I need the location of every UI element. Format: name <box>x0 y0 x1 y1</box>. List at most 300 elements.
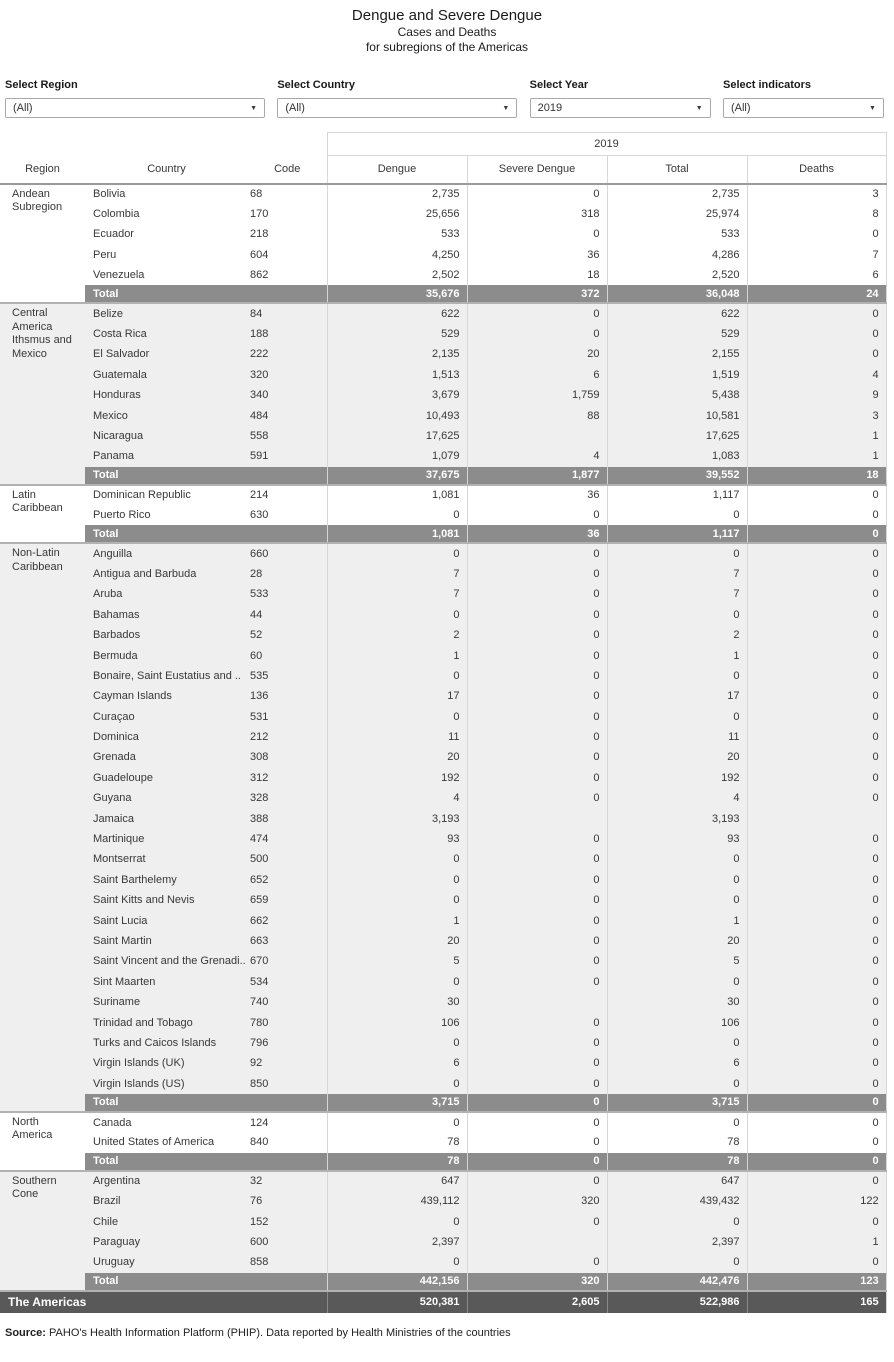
value-dengue: 3,679 <box>327 385 467 405</box>
country-dropdown[interactable] <box>277 98 517 118</box>
country-code: 92 <box>248 1053 327 1073</box>
group-total-severe-dengue: 0 <box>467 1153 607 1171</box>
country-name: Paraguay <box>85 1232 248 1252</box>
value-dengue: 192 <box>327 768 467 788</box>
country-code: 531 <box>248 706 327 726</box>
country-code: 670 <box>248 951 327 971</box>
table-row <box>0 849 886 869</box>
col-header-severe-dengue: Severe Dengue <box>467 156 607 184</box>
value-severe-dengue: 20 <box>467 344 607 364</box>
page-subtitle-2: for subregions of the Americas <box>365 40 529 54</box>
value-severe-dengue: 0 <box>467 505 607 525</box>
value-deaths <box>747 808 886 828</box>
indicators-dropdown-value: (All) <box>730 102 751 114</box>
value-deaths: 0 <box>747 605 886 625</box>
country-code: 780 <box>248 1012 327 1032</box>
value-total: 0 <box>607 505 747 525</box>
table-row <box>0 992 886 1012</box>
country-name: Belize <box>85 303 248 323</box>
group-total-dengue: 78 <box>327 1153 467 1171</box>
value-total: 2,735 <box>607 184 747 204</box>
value-severe-dengue: 0 <box>467 686 607 706</box>
country-code: 124 <box>250 1116 269 1129</box>
grand-total-deaths: 165 <box>747 1291 886 1313</box>
value-severe-dengue <box>467 808 607 828</box>
table-row <box>0 426 886 446</box>
value-deaths: 0 <box>747 1012 886 1032</box>
country-code: 740 <box>248 992 327 1012</box>
value-total: 0 <box>607 1211 747 1231</box>
value-deaths: 0 <box>747 1033 886 1053</box>
country-name: Guatemala <box>85 365 248 385</box>
country-code: 850 <box>248 1074 327 1094</box>
country-name: Argentina <box>85 1171 248 1191</box>
region-label: Latin Caribbean <box>12 488 63 515</box>
value-deaths: 6 <box>747 265 886 285</box>
value-deaths: 0 <box>747 303 886 323</box>
page-subtitle-1: Cases and Deaths <box>397 25 497 39</box>
table-row <box>0 245 886 265</box>
country-code: 60 <box>248 645 327 665</box>
group-total-label: Total <box>85 525 327 543</box>
value-dengue: 0 <box>327 543 467 563</box>
value-deaths: 0 <box>747 747 886 767</box>
value-deaths: 1 <box>747 446 886 466</box>
value-total: 0 <box>607 1252 747 1272</box>
value-dengue: 0 <box>327 666 467 686</box>
table-row <box>0 625 886 645</box>
value-total: 0 <box>607 1074 747 1094</box>
country-name: Saint Vincent and the Grenadi.. <box>85 951 248 971</box>
country-code: 862 <box>250 269 269 282</box>
grand-total-row <box>0 1291 886 1313</box>
grand-total-severe-dengue: 2,605 <box>467 1291 607 1313</box>
country-code: 222 <box>248 344 327 364</box>
value-severe-dengue: 0 <box>467 605 607 625</box>
country-code: 170 <box>250 208 269 221</box>
group-total-row <box>0 467 886 485</box>
country-code: 591 <box>248 446 327 466</box>
country-name: Bonaire, Saint Eustatius and .. <box>85 666 248 686</box>
col-header-country: Country <box>85 156 248 184</box>
table-row <box>0 1074 886 1094</box>
country-code: 320 <box>248 365 327 385</box>
value-severe-dengue: 0 <box>467 324 607 344</box>
col-header-code: Code <box>248 156 327 184</box>
value-deaths: 7 <box>747 245 886 265</box>
value-total: 11 <box>607 727 747 747</box>
country-dropdown-value: (All) <box>285 102 305 114</box>
country-name: Puerto Rico <box>93 509 151 522</box>
value-severe-dengue: 0 <box>467 1171 607 1191</box>
value-deaths: 0 <box>747 727 886 747</box>
table-row <box>0 204 886 224</box>
country-code: 388 <box>248 808 327 828</box>
country-name: Bermuda <box>85 645 248 665</box>
value-total: 4 <box>607 788 747 808</box>
value-deaths: 0 <box>747 1112 886 1132</box>
value-severe-dengue: 0 <box>467 910 607 930</box>
value-dengue: 30 <box>327 992 467 1012</box>
value-dengue: 533 <box>327 224 467 244</box>
country-code: 484 <box>248 405 327 425</box>
value-total: 17,625 <box>607 426 747 446</box>
table-row <box>0 344 886 364</box>
group-total-severe-dengue: 36 <box>467 525 607 543</box>
region-spacer <box>0 285 85 303</box>
value-severe-dengue: 0 <box>467 1053 607 1073</box>
value-dengue: 622 <box>327 303 467 323</box>
country-name: Mexico <box>85 405 248 425</box>
value-dengue: 0 <box>327 890 467 910</box>
country-name: Turks and Caicos Islands <box>85 1033 248 1053</box>
country-code: 214 <box>250 489 269 502</box>
table-row <box>0 1033 886 1053</box>
value-total: 78 <box>607 1132 747 1152</box>
value-dengue: 0 <box>327 1252 467 1272</box>
value-total: 0 <box>607 972 747 992</box>
value-deaths: 0 <box>747 849 886 869</box>
country-name: Chile <box>85 1211 248 1231</box>
value-deaths: 0 <box>747 584 886 604</box>
chevron-down-icon: ▼ <box>250 104 257 112</box>
value-deaths: 0 <box>747 870 886 890</box>
table-row <box>0 485 886 505</box>
value-severe-dengue: 0 <box>467 727 607 747</box>
table-row <box>0 1112 886 1132</box>
table-row <box>0 446 886 466</box>
country-code: 840 <box>250 1136 269 1149</box>
filter-country <box>277 79 517 118</box>
country-code: 630 <box>250 509 269 522</box>
region-spacer <box>0 1273 85 1291</box>
country-name: Ecuador <box>93 228 134 241</box>
filter-indicators-label: Select indicators <box>722 79 812 91</box>
value-severe-dengue <box>467 1232 607 1252</box>
filter-indicators <box>723 79 884 118</box>
value-deaths: 0 <box>747 1053 886 1073</box>
value-total: 1,117 <box>607 485 747 505</box>
group-total-deaths: 0 <box>747 1094 886 1112</box>
value-total: 622 <box>607 303 747 323</box>
region-label: Central America Ithsmus and Mexico <box>0 303 85 466</box>
value-total: 2,397 <box>607 1232 747 1252</box>
value-total: 192 <box>607 768 747 788</box>
country-name: Barbados <box>85 625 248 645</box>
value-dengue: 5 <box>327 951 467 971</box>
country-name: Colombia <box>93 208 140 221</box>
table-row <box>0 910 886 930</box>
value-dengue: 1 <box>327 645 467 665</box>
region-label: Andean Subregion <box>12 187 63 213</box>
group-total-deaths: 123 <box>747 1273 886 1291</box>
value-severe-dengue: 0 <box>467 1132 607 1152</box>
value-deaths: 0 <box>747 829 886 849</box>
group-total-row <box>0 1273 886 1291</box>
country-code: 32 <box>248 1171 327 1191</box>
country-code: 152 <box>248 1211 327 1231</box>
chevron-down-icon: ▼ <box>869 104 876 112</box>
country-code: 858 <box>248 1252 327 1272</box>
value-severe-dengue <box>467 426 607 446</box>
country-code: 652 <box>248 870 327 890</box>
group-total-total: 442,476 <box>607 1273 747 1291</box>
country-code: 212 <box>248 727 327 747</box>
value-deaths: 0 <box>747 1132 886 1152</box>
value-dengue: 17 <box>327 686 467 706</box>
year-header-row <box>0 133 886 156</box>
value-deaths: 0 <box>747 951 886 971</box>
value-dengue: 10,493 <box>327 405 467 425</box>
value-deaths: 0 <box>747 485 886 505</box>
table-row <box>0 706 886 726</box>
country-name: Aruba <box>85 584 248 604</box>
value-severe-dengue: 88 <box>467 405 607 425</box>
value-dengue: 0 <box>327 870 467 890</box>
value-dengue: 20 <box>327 747 467 767</box>
country-code: 218 <box>250 228 269 241</box>
group-total-dengue: 3,715 <box>327 1094 467 1112</box>
table-row <box>0 768 886 788</box>
title-block <box>0 0 894 55</box>
value-severe-dengue: 18 <box>467 265 607 285</box>
value-severe-dengue: 0 <box>467 564 607 584</box>
value-deaths: 0 <box>747 768 886 788</box>
country-name: Venezuela <box>93 269 145 282</box>
value-total: 0 <box>607 706 747 726</box>
country-code: 84 <box>248 303 327 323</box>
group-total-row <box>0 1153 886 1171</box>
value-severe-dengue: 0 <box>467 1033 607 1053</box>
value-severe-dengue: 0 <box>467 829 607 849</box>
filter-year <box>530 79 711 118</box>
table-body <box>0 184 886 1313</box>
value-dengue: 1,079 <box>327 446 467 466</box>
source-note <box>0 1327 894 1339</box>
country-code: 662 <box>248 910 327 930</box>
value-deaths: 1 <box>747 1232 886 1252</box>
table-row <box>0 1012 886 1032</box>
value-dengue: 7 <box>327 564 467 584</box>
group-total-deaths: 0 <box>747 1153 886 1171</box>
value-total: 20 <box>607 931 747 951</box>
region-spacer <box>0 467 85 485</box>
value-total: 0 <box>607 1033 747 1053</box>
value-deaths: 0 <box>747 645 886 665</box>
country-name: Saint Kitts and Nevis <box>85 890 248 910</box>
value-dengue: 25,656 <box>327 204 467 224</box>
value-dengue: 439,112 <box>327 1191 467 1211</box>
value-dengue: 529 <box>327 324 467 344</box>
value-dengue: 0 <box>327 1112 467 1132</box>
value-total: 30 <box>607 992 747 1012</box>
value-dengue: 2,502 <box>327 265 467 285</box>
group-total-deaths: 24 <box>747 285 886 303</box>
group-total-row <box>0 285 886 303</box>
value-dengue: 1,081 <box>327 485 467 505</box>
table-row <box>0 405 886 425</box>
value-total: 647 <box>607 1171 747 1191</box>
value-total: 7 <box>607 564 747 584</box>
country-name: Nicaragua <box>85 426 248 446</box>
value-dengue: 4,250 <box>327 245 467 265</box>
value-dengue: 0 <box>327 972 467 992</box>
group-total-deaths: 18 <box>747 467 886 485</box>
value-deaths: 4 <box>747 365 886 385</box>
country-code: 600 <box>248 1232 327 1252</box>
col-header-deaths: Deaths <box>747 156 886 184</box>
value-deaths: 0 <box>747 666 886 686</box>
value-dengue: 11 <box>327 727 467 747</box>
value-deaths: 1 <box>747 426 886 446</box>
value-dengue: 0 <box>327 1211 467 1231</box>
source-text: PAHO's Health Information Platform (PHIP). Data reported by Health Ministries of the countries <box>45 1326 511 1339</box>
value-dengue: 78 <box>327 1132 467 1152</box>
value-total: 2 <box>607 625 747 645</box>
value-severe-dengue: 36 <box>467 485 607 505</box>
value-total: 4,286 <box>607 245 747 265</box>
value-severe-dengue: 4 <box>467 446 607 466</box>
year-dropdown[interactable] <box>530 98 711 118</box>
group-total-row <box>0 525 886 543</box>
value-deaths: 0 <box>747 706 886 726</box>
country-name: Jamaica <box>85 808 248 828</box>
value-deaths: 0 <box>747 564 886 584</box>
value-dengue: 2,735 <box>327 184 467 204</box>
value-deaths: 9 <box>747 385 886 405</box>
value-severe-dengue: 0 <box>467 768 607 788</box>
value-total: 439,432 <box>607 1191 747 1211</box>
chevron-down-icon: ▼ <box>695 104 703 112</box>
value-deaths: 0 <box>747 931 886 951</box>
grand-total-dengue: 520,381 <box>327 1291 467 1313</box>
value-total: 2,520 <box>607 265 747 285</box>
filter-bar <box>0 79 894 118</box>
filter-region-label: Select Region <box>5 79 78 91</box>
value-dengue: 7 <box>327 584 467 604</box>
region-spacer <box>0 525 85 543</box>
value-deaths: 0 <box>747 1074 886 1094</box>
filter-country-label: Select Country <box>277 79 355 91</box>
table-row <box>0 686 886 706</box>
value-deaths: 0 <box>747 224 886 244</box>
value-total: 10,581 <box>607 405 747 425</box>
value-total: 1 <box>607 645 747 665</box>
value-severe-dengue: 6 <box>467 365 607 385</box>
value-total: 106 <box>607 1012 747 1032</box>
value-severe-dengue: 0 <box>467 870 607 890</box>
country-code: 535 <box>248 666 327 686</box>
value-total: 1,519 <box>607 365 747 385</box>
country-code: 308 <box>248 747 327 767</box>
value-total: 0 <box>607 1112 747 1132</box>
indicators-dropdown[interactable] <box>723 98 884 118</box>
value-dengue: 2 <box>327 625 467 645</box>
table-row <box>0 1232 886 1252</box>
country-name: Brazil <box>85 1191 248 1211</box>
col-header-dengue: Dengue <box>327 156 467 184</box>
country-code: 312 <box>248 768 327 788</box>
country-name: Curaçao <box>85 706 248 726</box>
country-name: Cayman Islands <box>85 686 248 706</box>
value-dengue: 20 <box>327 931 467 951</box>
value-dengue: 0 <box>327 1033 467 1053</box>
value-severe-dengue: 0 <box>467 543 607 563</box>
value-deaths: 0 <box>747 324 886 344</box>
value-dengue: 2,397 <box>327 1232 467 1252</box>
group-total-row <box>0 1094 886 1112</box>
value-total: 93 <box>607 829 747 849</box>
table-row <box>0 890 886 910</box>
value-dengue: 93 <box>327 829 467 849</box>
country-name: Montserrat <box>85 849 248 869</box>
group-total-label: Total <box>85 285 327 303</box>
value-dengue: 1 <box>327 910 467 930</box>
group-total-label: Total <box>85 1094 327 1112</box>
group-total-total: 3,715 <box>607 1094 747 1112</box>
country-name: Honduras <box>85 385 248 405</box>
value-severe-dengue: 0 <box>467 184 607 204</box>
country-name: Bolivia <box>93 188 126 201</box>
table-row <box>0 645 886 665</box>
value-total: 0 <box>607 543 747 563</box>
value-total: 533 <box>607 224 747 244</box>
value-total: 0 <box>607 666 747 686</box>
country-name: Anguilla <box>85 543 248 563</box>
value-severe-dengue: 0 <box>467 951 607 971</box>
table-row <box>0 1132 886 1152</box>
region-label: North America <box>12 1115 53 1142</box>
value-dengue: 4 <box>327 788 467 808</box>
table-row <box>0 829 886 849</box>
value-severe-dengue: 318 <box>467 204 607 224</box>
value-total: 1 <box>607 910 747 930</box>
group-total-dengue: 1,081 <box>327 525 467 543</box>
region-label: Southern Cone <box>0 1171 85 1273</box>
value-total: 25,974 <box>607 204 747 224</box>
region-spacer <box>0 1153 85 1171</box>
value-total: 7 <box>607 584 747 604</box>
grand-total-label: The Americas <box>0 1291 327 1313</box>
value-dengue: 0 <box>327 706 467 726</box>
table-row <box>0 1252 886 1272</box>
value-deaths: 0 <box>747 505 886 525</box>
value-severe-dengue: 0 <box>467 584 607 604</box>
country-code: 188 <box>248 324 327 344</box>
value-severe-dengue: 0 <box>467 1211 607 1231</box>
table-row <box>0 1171 886 1191</box>
table-row <box>0 1191 886 1211</box>
value-deaths: 0 <box>747 625 886 645</box>
col-header-total: Total <box>607 156 747 184</box>
region-dropdown[interactable] <box>5 98 265 118</box>
value-severe-dengue: 320 <box>467 1191 607 1211</box>
year-dropdown-value: 2019 <box>537 102 563 114</box>
value-total: 3,193 <box>607 808 747 828</box>
value-deaths: 0 <box>747 890 886 910</box>
table-row <box>0 385 886 405</box>
country-name: Grenada <box>85 747 248 767</box>
country-code: 44 <box>248 605 327 625</box>
value-deaths: 0 <box>747 1252 886 1272</box>
country-code: 52 <box>248 625 327 645</box>
value-deaths: 0 <box>747 1211 886 1231</box>
source-label: Source: <box>5 1326 46 1339</box>
value-severe-dengue: 0 <box>467 706 607 726</box>
value-severe-dengue: 0 <box>467 645 607 665</box>
value-deaths: 8 <box>747 204 886 224</box>
country-name: Suriname <box>85 992 248 1012</box>
